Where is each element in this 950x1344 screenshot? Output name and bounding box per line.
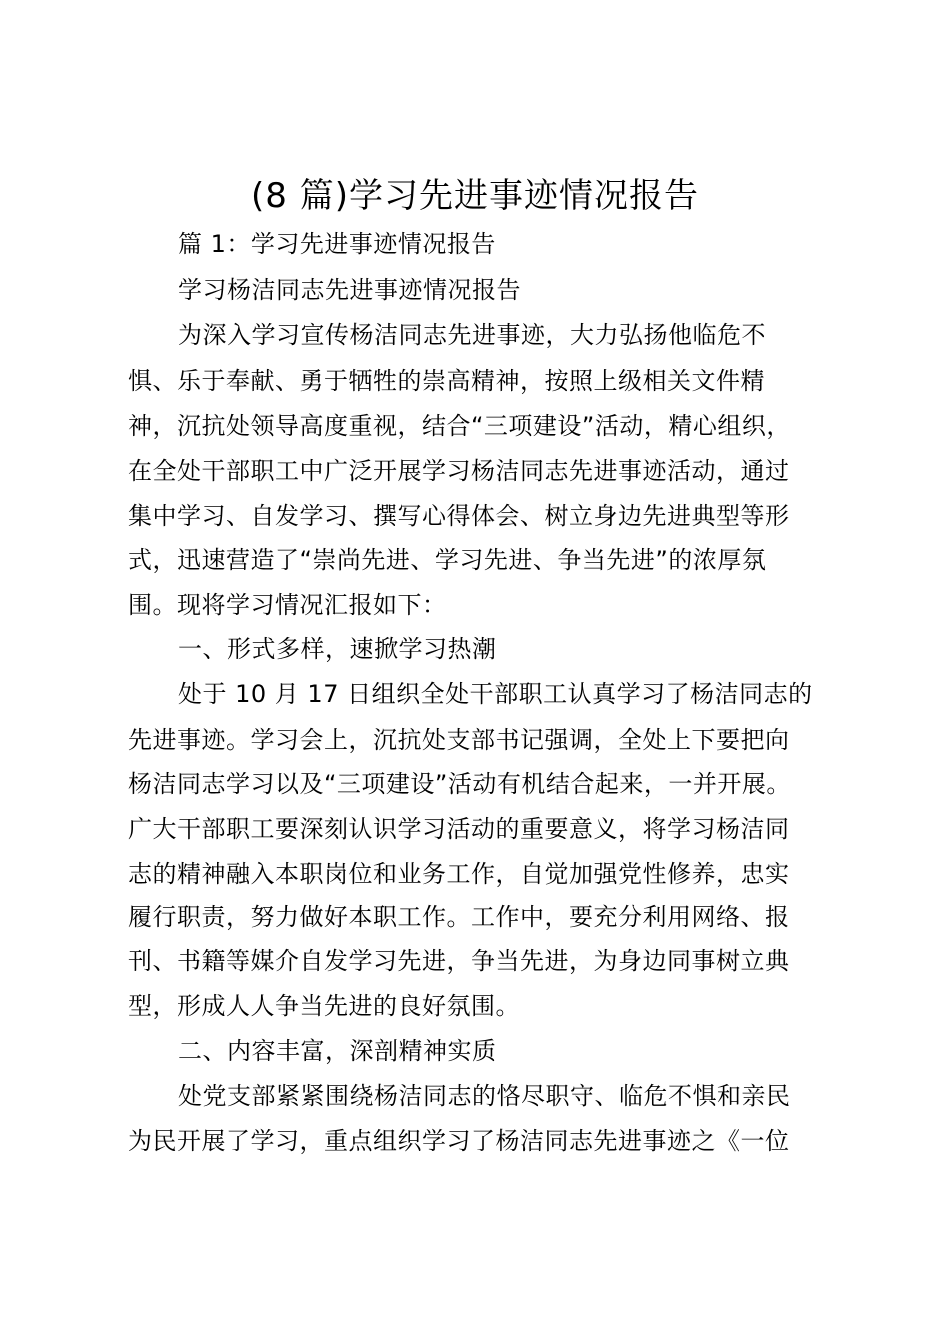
- paragraph-line: 式，迅速营造了“崇尚先进、学习先进、争当先进”的浓厚氛: [128, 546, 767, 574]
- paragraph-line: 为深入学习宣传杨洁同志先进事迹，大力弘扬他临危不: [178, 321, 766, 349]
- section-heading: 篇 1：学习先进事迹情况报告: [178, 230, 496, 258]
- paragraph-line: 刊、书籍等媒介自发学习先进，争当先进，为身边同事树立典: [128, 947, 790, 975]
- paragraph-line: 履行职责，努力做好本职工作。工作中，要充分利用网络、报: [128, 903, 790, 931]
- paragraph-line: 处于 10 月 17 日组织全处干部职工认真学习了杨洁同志的: [178, 680, 813, 708]
- section-heading: 一、形式多样，速掀学习热潮: [178, 635, 497, 663]
- paragraph-line: 杨洁同志学习以及“三项建设”活动有机结合起来，一并开展。: [128, 770, 791, 798]
- paragraph-line: 神，沉抗处领导高度重视，结合“三项建设”活动，精心组织，: [128, 412, 791, 440]
- paragraph-line: 型，形成人人争当先进的良好氛围。: [128, 992, 520, 1020]
- paragraph-line: 为民开展了学习，重点组织学习了杨洁同志先进事迹之《一位: [128, 1127, 790, 1155]
- paragraph-line: 广大干部职工要深刻认识学习活动的重要意义，将学习杨洁同: [128, 815, 790, 843]
- section-heading: 二、内容丰富，深剖精神实质: [178, 1037, 497, 1065]
- report-subtitle: 学习杨洁同志先进事迹情况报告: [178, 276, 521, 304]
- document-title: (8 篇)学习先进事迹情况报告: [251, 176, 699, 216]
- paragraph-line: 志的精神融入本职岗位和业务工作，自觉加强党性修养，忠实: [128, 860, 790, 888]
- paragraph-line: 先进事迹。学习会上，沉抗处支部书记强调，全处上下要把向: [128, 726, 790, 754]
- paragraph-line: 集中学习、自发学习、撰写心得体会、树立身边先进典型等形: [128, 502, 790, 530]
- paragraph-line: 处党支部紧紧围绕杨洁同志的恪尽职守、临危不惧和亲民: [178, 1082, 791, 1110]
- paragraph-line: 围。现将学习情况汇报如下：: [128, 591, 447, 619]
- paragraph-line: 惧、乐于奉献、勇于牺牲的崇高精神，按照上级相关文件精: [128, 367, 765, 395]
- paragraph-line: 在全处干部职工中广泛开展学习杨洁同志先进事迹活动，通过: [128, 457, 790, 485]
